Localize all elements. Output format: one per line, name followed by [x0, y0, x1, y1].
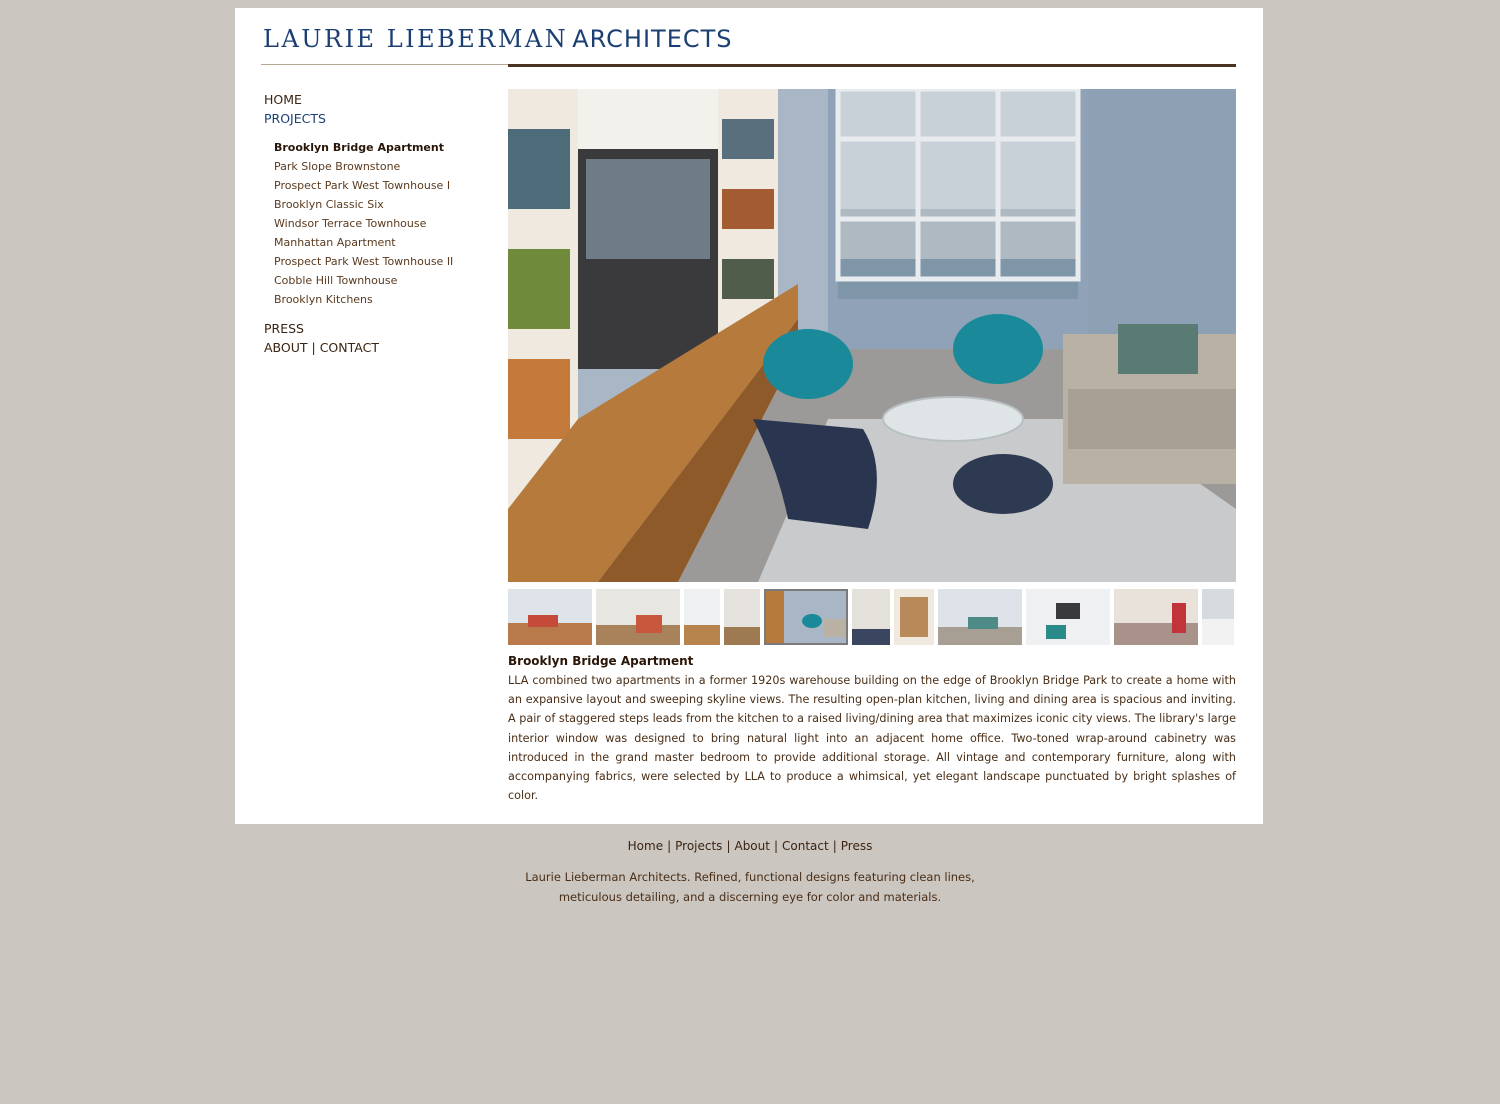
thumbnail-strip — [508, 589, 1234, 645]
thumbnail-5[interactable] — [764, 589, 848, 645]
subnav-brooklyn-kitchens[interactable]: Brooklyn Kitchens — [274, 293, 373, 306]
subnav-windsor-terrace-townhouse[interactable]: Windsor Terrace Townhouse — [274, 217, 427, 230]
footer-separator: | — [726, 839, 731, 853]
thumbnail-image — [894, 589, 934, 645]
footer-link-press[interactable]: Press — [840, 839, 873, 853]
thumbnail-image — [1114, 589, 1198, 645]
footer-tagline — [0, 868, 1500, 907]
footer-link-contact[interactable]: Contact — [782, 839, 829, 853]
subnav-cobble-hill-townhouse[interactable]: Cobble Hill Townhouse — [274, 274, 398, 287]
project-description: LLA combined two apartments in a former 1920s warehouse building on the edge of Brooklyn Bridge Park to create a home with an expansive layout and sweeping skyline views. The resulting open-plan kitchen, living and dining area is spacious and inviting. A pair of staggered steps leads from the kitchen to a raised living/dining area that maximizes iconic city views. The library's large interior window was designed to bring natural light into an adjacent home office. Two-toned wrap-around cabinetry was introduced in the grand master bedroom to provide additional storage. All vintage and contemporary furniture, along with accompanying fabrics, were selected by LLA to produce a whimsical, yet elegant landscape punctuated by bright splashes of color. — [508, 674, 1236, 803]
subnav-park-slope-brownstone[interactable]: Park Slope Brownstone — [274, 160, 401, 173]
thumbnail-image — [852, 589, 890, 645]
header-rule-thick — [508, 64, 1236, 67]
subnav-prospect-park-west-townhouse-2[interactable]: Prospect Park West Townhouse II — [274, 255, 454, 268]
thumbnail-image — [764, 589, 848, 645]
footer-tagline-line-1: Laurie Lieberman Architects. Refined, functional designs featuring clean lines, — [525, 870, 975, 884]
thumbnail-image — [508, 589, 592, 645]
site-logo[interactable] — [263, 27, 733, 51]
subnav-prospect-park-west-townhouse-1[interactable]: Prospect Park West Townhouse I — [274, 179, 451, 192]
thumbnail-image — [724, 589, 760, 645]
subnav-brooklyn-bridge-apartment[interactable]: Brooklyn Bridge Apartment — [274, 141, 444, 154]
thumbnail-4[interactable] — [724, 589, 760, 645]
footer-tagline-line-2: meticulous detailing, and a discerning eye for color and materials. — [558, 889, 942, 904]
projects-subnav — [274, 138, 484, 309]
thumbnail-image — [684, 589, 720, 645]
footer-nav — [0, 837, 1500, 855]
thumbnail-9[interactable] — [1026, 589, 1110, 645]
thumbnail-image — [596, 589, 680, 645]
footer-separator: | — [832, 839, 837, 853]
page-container — [235, 8, 1263, 824]
nav-press[interactable]: PRESS — [264, 321, 304, 336]
nav-home[interactable]: HOME — [264, 92, 302, 107]
header-rule-thin — [261, 64, 508, 65]
subnav-brooklyn-classic-six[interactable]: Brooklyn Classic Six — [274, 198, 384, 211]
nav-projects[interactable]: PROJECTS — [264, 111, 326, 126]
footer-separator: | — [667, 839, 672, 853]
main-nav — [264, 90, 484, 357]
thumbnail-image — [938, 589, 1022, 645]
thumbnail-10[interactable] — [1114, 589, 1198, 645]
hero-photo[interactable] — [508, 89, 1236, 582]
thumbnail-11[interactable] — [1202, 589, 1234, 645]
thumbnail-2[interactable] — [596, 589, 680, 645]
project-title: Brooklyn Bridge Apartment — [508, 654, 694, 668]
footer-link-projects[interactable]: Projects — [675, 839, 723, 853]
subnav-manhattan-apartment[interactable]: Manhattan Apartment — [274, 236, 396, 249]
thumbnail-8[interactable] — [938, 589, 1022, 645]
logo-name: LAURIE LIEBERMAN — [263, 25, 569, 53]
thumbnail-6[interactable] — [852, 589, 890, 645]
nav-about-contact[interactable]: ABOUT | CONTACT — [264, 340, 379, 355]
footer-link-home[interactable]: Home — [627, 839, 664, 853]
thumbnail-3[interactable] — [684, 589, 720, 645]
logo-suffix: ARCHITECTS — [572, 25, 733, 53]
thumbnail-image — [1202, 589, 1234, 645]
living-room-photo — [508, 89, 1236, 582]
thumbnail-1[interactable] — [508, 589, 592, 645]
footer-link-about[interactable]: About — [734, 839, 770, 853]
footer-separator: | — [773, 839, 779, 853]
thumbnail-7[interactable] — [894, 589, 934, 645]
thumbnail-image — [1026, 589, 1110, 645]
